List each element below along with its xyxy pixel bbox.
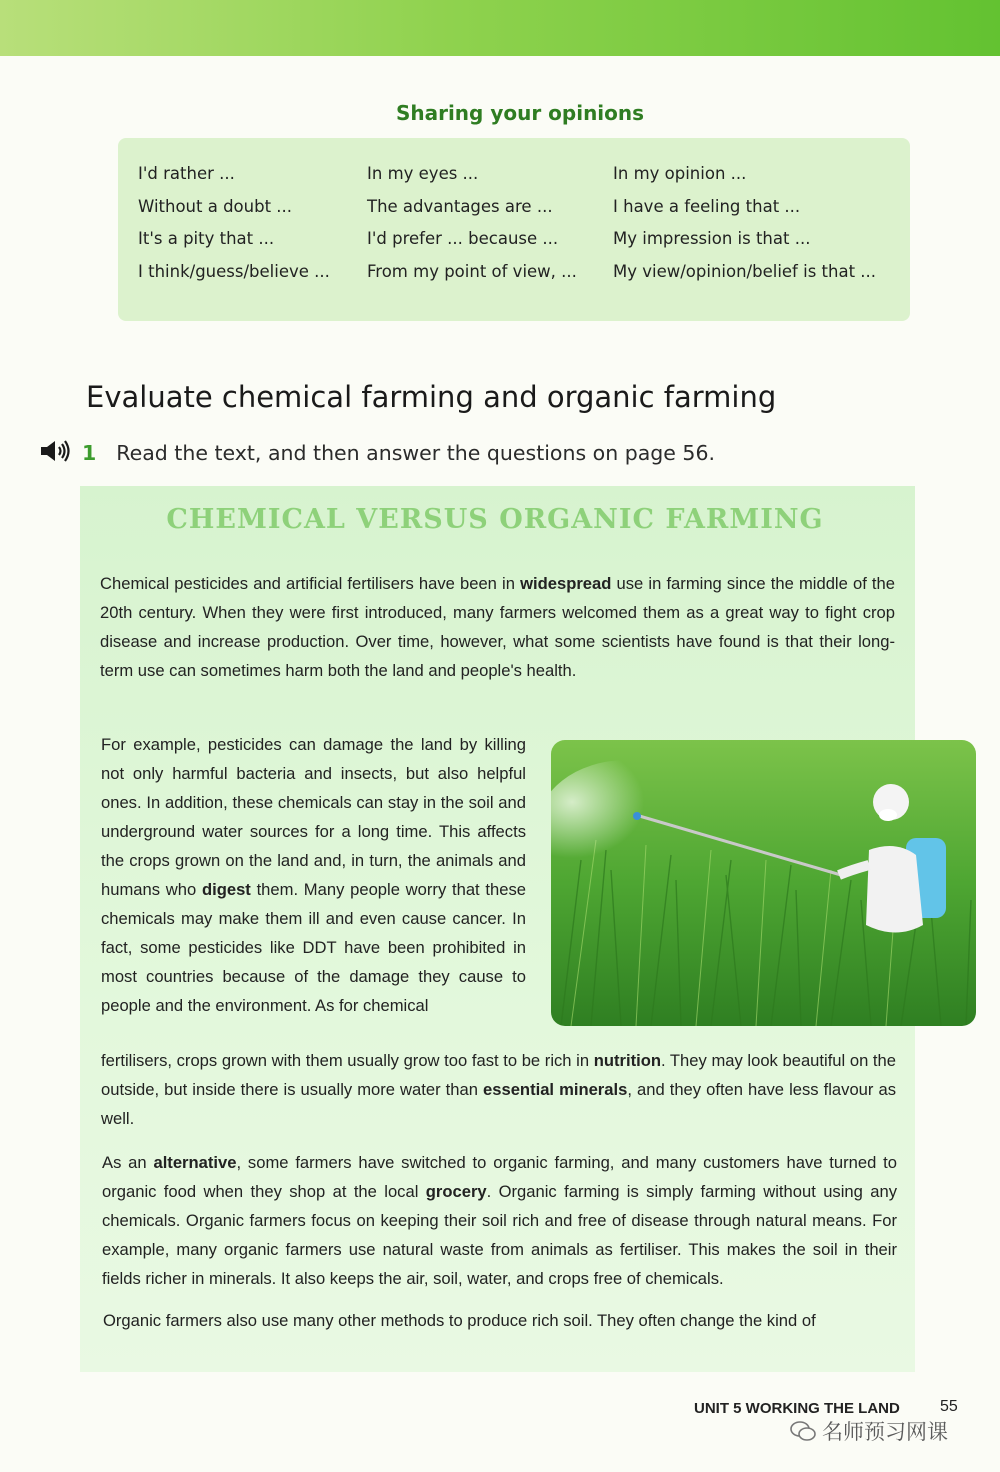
opinion-phrase: My impression is that ... xyxy=(613,229,811,248)
opinions-column-1 xyxy=(138,162,330,292)
page-number: 55 xyxy=(940,1398,958,1415)
paragraph-3: As an alternative, some farmers have switched to organic farming, and many customers have turned to organic food when they shop at the local grocery. Organic farming is simply farming without using any chemicals. Organic farmers focus on keeping their soil rich and free of disease through natural means. For example, many organic farmers use natural waste from animals as fertiliser. This makes the soil in their fields richer in minerals. It also keeps the air, soil, water, and crops free of chemicals. xyxy=(102,1153,898,1288)
opinion-phrase: I have a feeling that ... xyxy=(613,196,801,216)
opinion-phrase: My view/opinion/belief is that ... xyxy=(613,261,877,281)
opinion-phrase: In my eyes ... xyxy=(367,164,479,183)
paragraph-1: Chemical pesticides and artificial fertilisers have been in widespread use in farming since the middle of the 20th century. When they were first introduced, many farmers welcomed them as a great way to fight crop disease and increase production. Over time, however, what some scientists have found is that their long-term use can sometimes harm both the land and people's health. xyxy=(100,574,896,680)
opinions-title: Sharing your opinions xyxy=(395,101,645,125)
watermark-text: 名师预习网课 xyxy=(822,1421,948,1444)
unit-footer: UNIT 5 WORKING THE LAND xyxy=(694,1400,900,1417)
opinions-column-3 xyxy=(613,162,876,292)
speaker-icon xyxy=(40,439,72,463)
farmer-spraying-photo xyxy=(551,740,976,1026)
keyword: digest xyxy=(201,880,251,899)
opinion-phrase: From my point of view, ... xyxy=(367,261,577,281)
header-band xyxy=(0,0,1000,56)
paragraph-2-continued: fertilisers, crops grown with them usually grow too fast to be rich in nutrition. They may look beautiful on the outside, but inside there is usually more water than essential minerals, and they often have less flavour as well. xyxy=(101,1051,896,1128)
opinion-phrase: It's a pity that ... xyxy=(138,229,275,248)
reading-title: CHEMICAL VERSUS ORGANIC FARMING xyxy=(166,504,824,535)
activity-number: 1 xyxy=(82,441,97,465)
wechat-icon xyxy=(790,1420,816,1442)
audio-button[interactable] xyxy=(40,439,82,468)
opinion-phrase: Without a doubt ... xyxy=(138,196,293,216)
opinion-phrase: I'd prefer ... because ... xyxy=(367,229,559,248)
paragraph-2: For example, pesticides can damage the land by killing not only harmful bacteria and insects, but also helpful ones. In addition, these chemicals can stay in the soil and underground water sources for a long time. This affects the crops grown on the land and, in turn, the animals and humans who digest them. Many people worry that these chemicals may make them ill and even cause cancer. In fact, some pesticides like DDT have been prohibited in most countries because of the damage they cause to people and the environment. As for chemical xyxy=(101,735,526,1015)
keyword: widespread xyxy=(520,574,612,593)
activity-instruction xyxy=(40,437,715,469)
keyword: grocery xyxy=(425,1182,487,1201)
keyword: essential minerals xyxy=(483,1080,628,1099)
opinion-phrase: The advantages are ... xyxy=(367,196,553,216)
opinion-phrase: I'd rather ... xyxy=(138,164,235,183)
keyword: alternative xyxy=(153,1153,237,1172)
section-heading: Evaluate chemical farming and organic farming xyxy=(86,380,777,414)
activity-text: Read the text, and then answer the questions on page 56. xyxy=(116,441,716,465)
opinion-phrase: I think/guess/believe ... xyxy=(138,261,330,281)
keyword: nutrition xyxy=(593,1051,661,1070)
opinions-box xyxy=(118,138,910,321)
opinion-phrase: In my opinion ... xyxy=(613,164,747,183)
opinions-column-2 xyxy=(367,162,577,292)
paragraph-4: Organic farmers also use many other methods to produce rich soil. They often change the kind of xyxy=(103,1311,816,1330)
watermark xyxy=(790,1416,948,1446)
